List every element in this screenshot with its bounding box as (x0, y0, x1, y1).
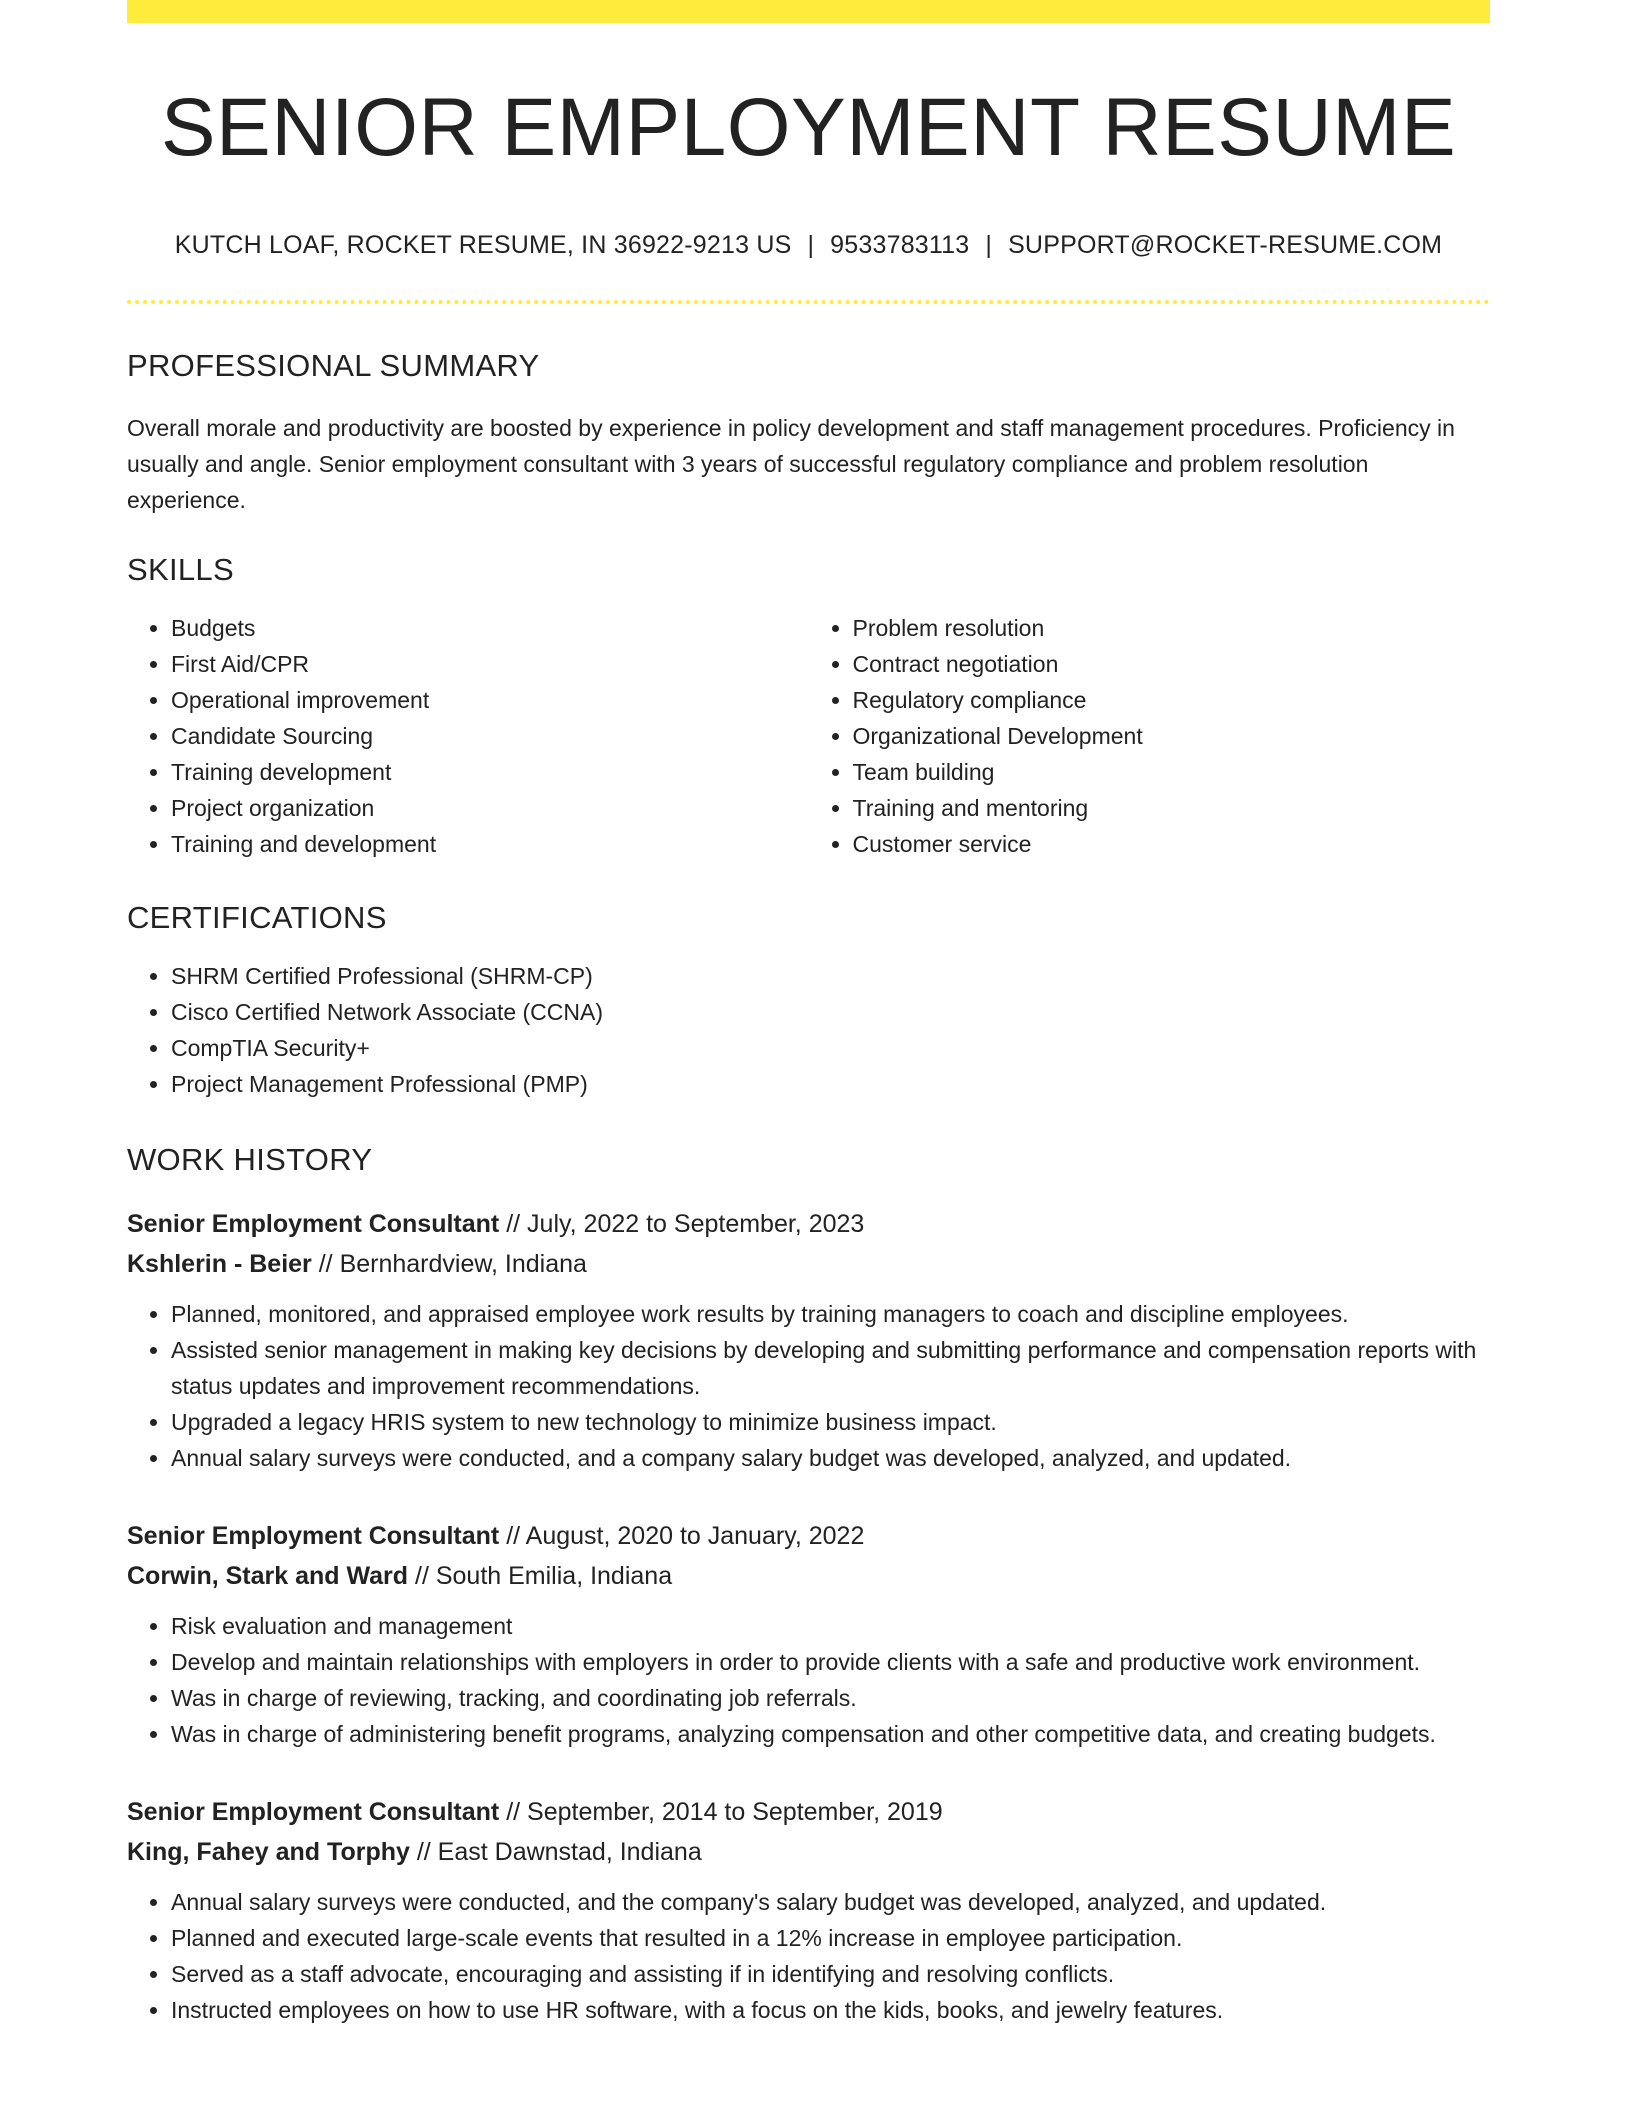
contact-address: KUTCH LOAF, ROCKET RESUME, IN 36922-9213 US (174, 231, 792, 260)
job-entry (127, 1516, 1490, 1752)
contact-email: SUPPORT@ROCKET-RESUME.COM (1008, 231, 1443, 260)
skill-item: • Problem resolution (853, 610, 1491, 646)
header-divider (127, 300, 1490, 304)
skill-item: • Contract negotiation (853, 646, 1491, 682)
job-location: // South Emilia, Indiana (408, 1562, 673, 1591)
skill-item: • Regulatory compliance (853, 682, 1491, 718)
skill-item: • Candidate Sourcing (171, 718, 809, 754)
job-dates: // August, 2020 to January, 2022 (499, 1522, 865, 1551)
skills-list (127, 588, 1490, 862)
contact-separator: | (985, 231, 993, 260)
certification-item: • Cisco Certified Network Associate (CCNA) (171, 994, 1490, 1030)
summary-text: Overall morale and productivity are boosted by experience in policy development and staff management procedures. Proficiency in usually and angle. Senior employment consultant with 3 years of successful regulatory compliance and problem resolution experience. (127, 415, 1455, 514)
skills-column-right (809, 610, 1491, 862)
skills-column-left (127, 610, 809, 862)
certifications-list (127, 958, 1490, 1102)
job-bullet: • Annual salary surveys were conducted, and the company's salary budget was developed, analyzed, and updated. (171, 1884, 1490, 1920)
skill-item: • Training and development (171, 826, 809, 862)
skills-heading: SKILLS (127, 552, 234, 588)
job-bullet: • Annual salary surveys were conducted, and a company salary budget was developed, analyzed, and updated. (171, 1440, 1490, 1476)
job-location: // East Dawnstad, Indiana (409, 1838, 702, 1867)
job-entry (127, 1204, 1490, 1476)
resume-title: SENIOR EMPLOYMENT RESUME (160, 82, 1457, 173)
job-bullet: • Risk evaluation and management (171, 1608, 1490, 1644)
job-bullet: • Develop and maintain relationships with employers in order to provide clients with a safe and productive work environment. (171, 1644, 1490, 1680)
job-bullet: • Assisted senior management in making key decisions by developing and submitting performance and compensation reports with status updates and improvement recommendations. (171, 1332, 1490, 1404)
contact-separator: | (807, 231, 815, 260)
job-bullets (127, 1296, 1490, 1476)
job-dates: // July, 2022 to September, 2023 (499, 1210, 865, 1239)
job-company-line (127, 1244, 1490, 1284)
contact-phone: 9533783113 (830, 231, 970, 260)
job-company: King, Fahey and Torphy (127, 1838, 410, 1867)
job-bullet: • Upgraded a legacy HRIS system to new technology to minimize business impact. (171, 1404, 1490, 1440)
job-company-line (127, 1832, 1490, 1872)
job-title-line (127, 1516, 1490, 1556)
certification-item: • Project Management Professional (PMP) (171, 1066, 1490, 1102)
job-dates: // September, 2014 to September, 2019 (499, 1798, 943, 1827)
skill-item: • Operational improvement (171, 682, 809, 718)
contact-line (127, 231, 1490, 260)
job-title-line (127, 1792, 1490, 1832)
certification-item: • CompTIA Security+ (171, 1030, 1490, 1066)
accent-bar (127, 0, 1490, 23)
job-title: Senior Employment Consultant (127, 1210, 500, 1239)
job-bullet: • Served as a staff advocate, encouraging and assisting if in identifying and resolving conflicts. (171, 1956, 1490, 1992)
job-company: Corwin, Stark and Ward (127, 1562, 409, 1591)
work-history-heading: WORK HISTORY (127, 1142, 373, 1178)
skill-item: • First Aid/CPR (171, 646, 809, 682)
certifications-heading: CERTIFICATIONS (127, 900, 387, 936)
skill-item: • Customer service (853, 826, 1491, 862)
job-bullet: • Instructed employees on how to use HR software, with a focus on the kids, books, and jewelry features. (171, 1992, 1490, 2028)
job-company: Kshlerin - Beier (127, 1250, 312, 1279)
job-title-line (127, 1204, 1490, 1244)
job-title: Senior Employment Consultant (127, 1522, 500, 1551)
skill-item: • Project organization (171, 790, 809, 826)
job-bullets (127, 1608, 1490, 1752)
job-title: Senior Employment Consultant (127, 1798, 500, 1827)
job-location: // Bernhardview, Indiana (311, 1250, 587, 1279)
summary-heading: PROFESSIONAL SUMMARY (127, 348, 540, 384)
certification-item: • SHRM Certified Professional (SHRM-CP) (171, 958, 1490, 994)
job-company-line (127, 1556, 1490, 1596)
job-bullet: • Planned and executed large-scale events that resulted in a 12% increase in employee participation. (171, 1920, 1490, 1956)
job-bullet: • Was in charge of administering benefit programs, analyzing compensation and other competitive data, and creating budgets. (171, 1716, 1490, 1752)
resume-page (127, 0, 1490, 2028)
skill-item: • Budgets (171, 610, 809, 646)
skill-item: • Training and mentoring (853, 790, 1491, 826)
skill-item: • Training development (171, 754, 809, 790)
job-entry (127, 1792, 1490, 2028)
skill-item: • Organizational Development (853, 718, 1491, 754)
job-bullet: • Was in charge of reviewing, tracking, and coordinating job referrals. (171, 1680, 1490, 1716)
job-bullets (127, 1884, 1490, 2028)
skill-item: • Team building (853, 754, 1491, 790)
job-bullet: • Planned, monitored, and appraised employee work results by training managers to coach and discipline employees. (171, 1296, 1490, 1332)
